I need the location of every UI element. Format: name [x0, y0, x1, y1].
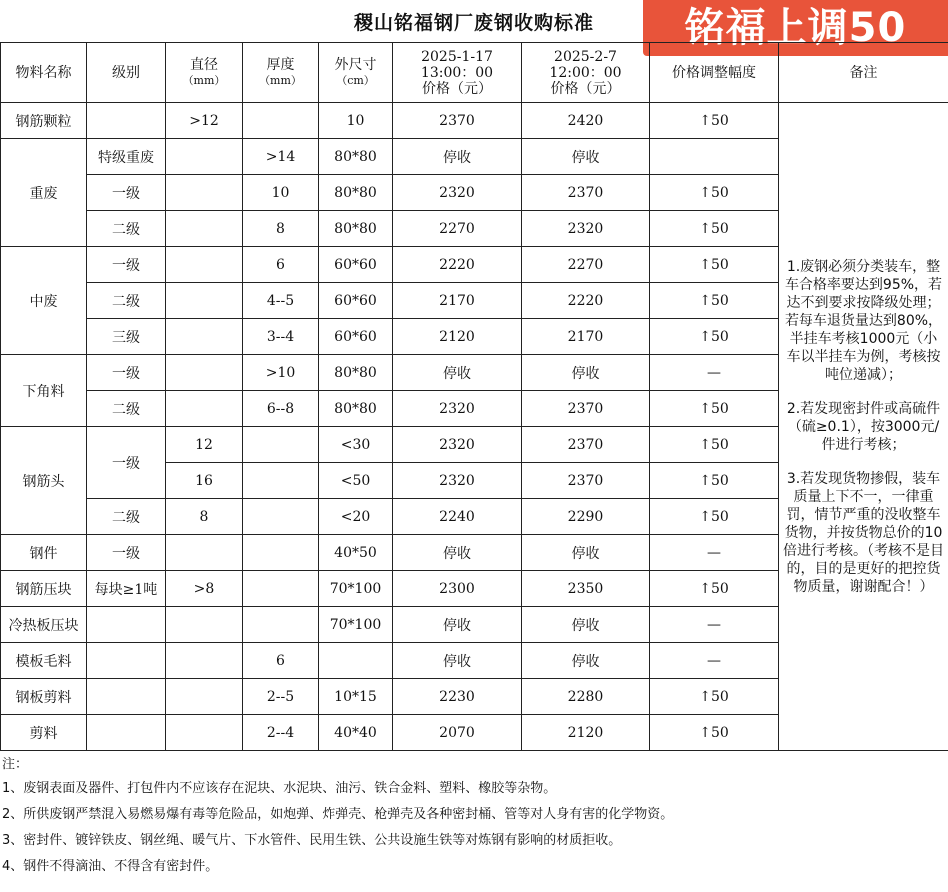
thickness-cell: 6--8 — [243, 391, 319, 427]
size-cell: 60*60 — [319, 283, 393, 319]
price-adjust-banner: 铭福上调50 — [643, 0, 948, 56]
adjust-cell: — — [650, 607, 779, 643]
price1-cell: 2300 — [393, 571, 522, 607]
price1-cell: 停收 — [393, 355, 522, 391]
price1-cell: 2270 — [393, 211, 522, 247]
page-title: 稷山铭福钢厂废钢收购标准 — [353, 12, 594, 34]
header-thickness: 厚度 （mm） — [243, 43, 319, 103]
header-price-2: 2025-2-7 12:00：00 价格（元） — [522, 43, 650, 103]
price1-cell: 2170 — [393, 283, 522, 319]
material-cell: 钢板剪料 — [1, 679, 87, 715]
adjust-cell: — — [650, 355, 779, 391]
thickness-cell — [243, 427, 319, 463]
price1-cell: 2120 — [393, 319, 522, 355]
thickness-cell: 10 — [243, 175, 319, 211]
remark-3: 3.若发现货物掺假，装车质量上下不一，一律重罚，情节严重的没收整车货物，并按货物总价的10倍进行考核。（考核不是目的，目的是更好的把控货物质量，谢谢配合！） — [783, 470, 944, 595]
adjust-cell: — — [650, 643, 779, 679]
size-cell: 40*40 — [319, 715, 393, 751]
size-cell: 70*100 — [319, 607, 393, 643]
grade-cell: 二级 — [87, 211, 166, 247]
thickness-cell: 2--4 — [243, 715, 319, 751]
size-cell: 60*60 — [319, 247, 393, 283]
price2-cell: 2370 — [522, 391, 650, 427]
diameter-cell — [166, 355, 243, 391]
size-cell: 80*80 — [319, 355, 393, 391]
price1-cell: 2370 — [393, 103, 522, 139]
diameter-cell — [166, 679, 243, 715]
price2-cell: 2420 — [522, 103, 650, 139]
thickness-cell — [243, 571, 319, 607]
thickness-cell: 8 — [243, 211, 319, 247]
price2-cell: 2320 — [522, 211, 650, 247]
diameter-cell: >8 — [166, 571, 243, 607]
price1-cell: 2320 — [393, 463, 522, 499]
price1-cell: 停收 — [393, 535, 522, 571]
thickness-cell: >14 — [243, 139, 319, 175]
grade-cell — [87, 607, 166, 643]
thickness-cell: 2--5 — [243, 679, 319, 715]
price2-cell: 2170 — [522, 319, 650, 355]
grade-cell: 二级 — [87, 283, 166, 319]
grade-cell: 一级 — [87, 247, 166, 283]
grade-cell: 一级 — [87, 535, 166, 571]
size-cell: <20 — [319, 499, 393, 535]
thickness-cell: 6 — [243, 643, 319, 679]
adjust-cell: ↑50 — [650, 283, 779, 319]
material-cell: 钢件 — [1, 535, 87, 571]
remarks-cell — [779, 103, 948, 751]
size-cell: <30 — [319, 427, 393, 463]
remark-2: 2.若发现密封件或高硫件（硫≥0.1），按3000元/件进行考核； — [786, 400, 941, 453]
price2-cell: 2370 — [522, 175, 650, 211]
adjust-cell: ↑50 — [650, 463, 779, 499]
diameter-cell: >12 — [166, 103, 243, 139]
adjust-cell: ↑50 — [650, 391, 779, 427]
price1-cell: 2070 — [393, 715, 522, 751]
size-cell: 60*60 — [319, 319, 393, 355]
header-name: 物料名称 — [1, 43, 87, 103]
price1-cell: 2320 — [393, 427, 522, 463]
adjust-cell: ↑50 — [650, 715, 779, 751]
grade-cell — [87, 715, 166, 751]
price-table — [0, 42, 948, 751]
grade-cell: 三级 — [87, 319, 166, 355]
note-item: 3、密封件、镀锌铁皮、钢丝绳、暖气片、下水管件、民用生铁、公共设施生铁等对炼钢有影响的材质拒收。 — [2, 833, 622, 848]
diameter-cell — [166, 391, 243, 427]
thickness-cell — [243, 499, 319, 535]
remark-1: 1.废钢必须分类装车，整车合格率要达到95%，若达不到要求按降级处理；若每车退货量达到80%，半挂车考核1000元（小车以半挂车为例，考核按吨位递减）； — [784, 258, 943, 383]
price2-cell: 停收 — [522, 643, 650, 679]
thickness-cell — [243, 463, 319, 499]
size-cell: 40*50 — [319, 535, 393, 571]
material-cell: 重废 — [1, 139, 87, 247]
adjust-cell — [650, 139, 779, 175]
price2-cell: 2280 — [522, 679, 650, 715]
grade-cell: 二级 — [87, 391, 166, 427]
grade-cell — [87, 643, 166, 679]
adjust-cell: ↑50 — [650, 211, 779, 247]
diameter-cell — [166, 535, 243, 571]
adjust-cell: — — [650, 535, 779, 571]
header-row — [1, 43, 948, 103]
header-remark: 备注 — [779, 43, 948, 103]
grade-cell: 每块≥1吨 — [87, 571, 166, 607]
diameter-cell — [166, 643, 243, 679]
thickness-cell — [243, 103, 319, 139]
adjust-cell: ↑50 — [650, 247, 779, 283]
note-item: 1、废钢表面及器件、打包件内不应该存在泥块、水泥块、油污、铁合金料、塑料、橡胶等杂物。 — [2, 781, 557, 796]
grade-cell: 特级重废 — [87, 139, 166, 175]
adjust-cell: ↑50 — [650, 175, 779, 211]
price2-cell: 停收 — [522, 355, 650, 391]
header-adjust: 价格调整幅度 — [650, 43, 779, 103]
diameter-cell: 12 — [166, 427, 243, 463]
notes-block — [0, 754, 948, 880]
price2-cell: 2220 — [522, 283, 650, 319]
grade-cell — [87, 103, 166, 139]
diameter-cell: 8 — [166, 499, 243, 535]
grade-cell: 二级 — [87, 499, 166, 535]
size-cell: 10 — [319, 103, 393, 139]
size-cell: 70*100 — [319, 571, 393, 607]
price2-cell: 2270 — [522, 247, 650, 283]
thickness-cell — [243, 535, 319, 571]
price2-cell: 停收 — [522, 535, 650, 571]
size-cell: 80*80 — [319, 391, 393, 427]
note-item: 4、钢件不得滴油、不得含有密封件。 — [2, 859, 219, 874]
header-price-1: 2025-1-17 13:00：00 价格（元） — [393, 43, 522, 103]
size-cell: 80*80 — [319, 175, 393, 211]
header-size: 外尺寸 （cm） — [319, 43, 393, 103]
diameter-cell: 16 — [166, 463, 243, 499]
grade-cell: 一级 — [87, 427, 166, 499]
diameter-cell — [166, 247, 243, 283]
diameter-cell — [166, 283, 243, 319]
price1-cell: 2320 — [393, 391, 522, 427]
grade-cell — [87, 679, 166, 715]
price2-cell: 2290 — [522, 499, 650, 535]
adjust-cell: ↑50 — [650, 427, 779, 463]
price1-cell: 2230 — [393, 679, 522, 715]
adjust-cell: ↑50 — [650, 103, 779, 139]
grade-cell: 一级 — [87, 355, 166, 391]
adjust-cell: ↑50 — [650, 571, 779, 607]
material-cell: 钢筋压块 — [1, 571, 87, 607]
diameter-cell — [166, 139, 243, 175]
thickness-cell: 4--5 — [243, 283, 319, 319]
adjust-cell: ↑50 — [650, 679, 779, 715]
table-row — [1, 103, 948, 139]
size-cell: 80*80 — [319, 139, 393, 175]
material-cell: 钢筋头 — [1, 427, 87, 535]
size-cell: <50 — [319, 463, 393, 499]
header-grade: 级别 — [87, 43, 166, 103]
price1-cell: 2220 — [393, 247, 522, 283]
diameter-cell — [166, 319, 243, 355]
thickness-cell: >10 — [243, 355, 319, 391]
price1-cell: 停收 — [393, 643, 522, 679]
price2-cell: 停收 — [522, 139, 650, 175]
adjust-cell: ↑50 — [650, 499, 779, 535]
thickness-cell — [243, 607, 319, 643]
material-cell: 剪料 — [1, 715, 87, 751]
material-cell: 冷热板压块 — [1, 607, 87, 643]
price1-cell: 2240 — [393, 499, 522, 535]
diameter-cell — [166, 715, 243, 751]
price2-cell: 2350 — [522, 571, 650, 607]
diameter-cell — [166, 607, 243, 643]
thickness-cell: 3--4 — [243, 319, 319, 355]
adjust-cell: ↑50 — [650, 319, 779, 355]
header-diameter: 直径 （mm） — [166, 43, 243, 103]
note-item: 2、所供废钢严禁混入易燃易爆有毒等危险品，如炮弹、炸弹壳、枪弹壳及各种密封桶、管等对人身有害的化学物资。 — [2, 807, 674, 822]
size-cell: 10*15 — [319, 679, 393, 715]
notes-label: 注： — [2, 757, 29, 772]
price2-cell: 停收 — [522, 607, 650, 643]
price1-cell: 停收 — [393, 139, 522, 175]
material-cell: 中废 — [1, 247, 87, 355]
diameter-cell — [166, 211, 243, 247]
price2-cell: 2120 — [522, 715, 650, 751]
price1-cell: 停收 — [393, 607, 522, 643]
size-cell: 80*80 — [319, 211, 393, 247]
material-cell: 钢筋颗粒 — [1, 103, 87, 139]
grade-cell: 一级 — [87, 175, 166, 211]
price1-cell: 2320 — [393, 175, 522, 211]
size-cell — [319, 643, 393, 679]
thickness-cell: 6 — [243, 247, 319, 283]
material-cell: 下角料 — [1, 355, 87, 427]
price2-cell: 2370 — [522, 463, 650, 499]
diameter-cell — [166, 175, 243, 211]
price2-cell: 2370 — [522, 427, 650, 463]
material-cell: 模板毛料 — [1, 643, 87, 679]
